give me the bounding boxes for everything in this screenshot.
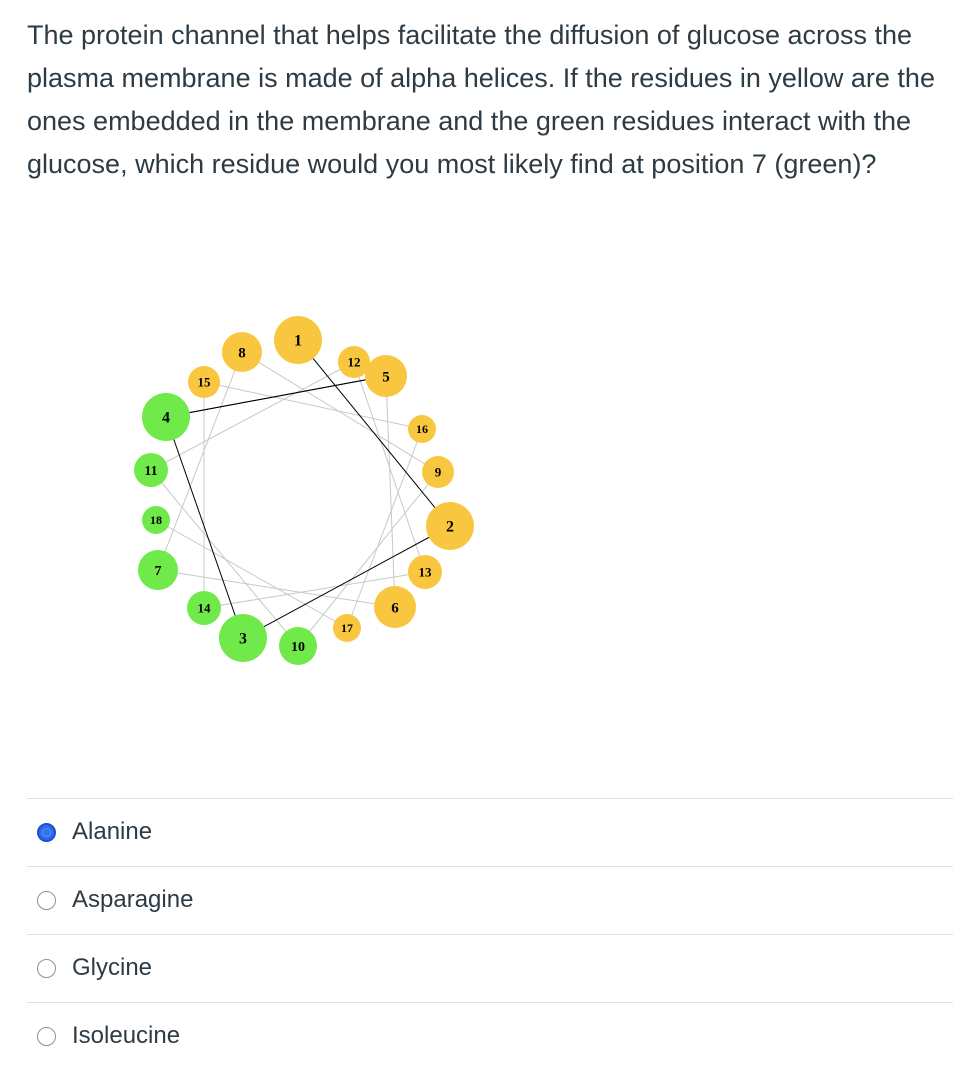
residue-number-label: 7 bbox=[154, 563, 162, 579]
residue-number-label: 15 bbox=[197, 374, 211, 390]
radio-button[interactable] bbox=[37, 891, 56, 910]
residue-number-label: 5 bbox=[382, 369, 390, 386]
residue-9 bbox=[422, 456, 454, 488]
helical-wheel-svg bbox=[120, 310, 490, 670]
residue-number-label: 14 bbox=[197, 600, 211, 616]
residue-11 bbox=[134, 453, 168, 487]
residue-8 bbox=[222, 332, 262, 372]
residue-16 bbox=[408, 415, 436, 443]
residue-15 bbox=[188, 366, 220, 398]
residue-number-label: 6 bbox=[391, 600, 399, 617]
answer-options bbox=[27, 798, 953, 1070]
residue-1 bbox=[274, 316, 322, 364]
residue-14 bbox=[187, 591, 221, 625]
residue-number-label: 13 bbox=[418, 564, 432, 580]
radio-button-selected[interactable] bbox=[37, 823, 56, 842]
answer-option-asparagine[interactable] bbox=[27, 866, 953, 934]
answer-option-alanine[interactable] bbox=[27, 798, 953, 866]
wheel-bond-line bbox=[386, 376, 395, 607]
residue-number-label: 4 bbox=[162, 409, 170, 427]
residue-12 bbox=[338, 346, 370, 378]
residue-2 bbox=[426, 502, 474, 550]
residue-number-label: 1 bbox=[294, 332, 302, 350]
answer-label: Isoleucine bbox=[72, 1022, 181, 1049]
answer-label: Asparagine bbox=[72, 886, 194, 913]
residue-number-label: 10 bbox=[291, 639, 305, 655]
residue-6 bbox=[374, 586, 416, 628]
residue-18 bbox=[142, 506, 170, 534]
radio-button[interactable] bbox=[37, 959, 56, 978]
answer-option-isoleucine[interactable] bbox=[27, 1002, 953, 1070]
residue-number-label: 11 bbox=[144, 463, 158, 479]
answer-option-glycine[interactable] bbox=[27, 934, 953, 1002]
residue-13 bbox=[408, 555, 442, 589]
answer-label: Glycine bbox=[72, 954, 153, 981]
residue-4 bbox=[142, 393, 190, 441]
question-text: The protein channel that helps facilitate the diffusion of glucose across the plasma membrane is made of alpha helices. If the residues in yellow are the ones embedded in the membrane and the green residues interact with the glucose, which residue would you most likely find at position 7 (green)? bbox=[27, 20, 935, 179]
residue-3 bbox=[219, 614, 267, 662]
residue-number-label: 16 bbox=[416, 422, 428, 437]
residue-number-label: 9 bbox=[434, 464, 442, 480]
answer-label: Alanine bbox=[72, 818, 153, 845]
residue-5 bbox=[365, 355, 407, 397]
residue-number-label: 3 bbox=[239, 630, 247, 648]
residue-17 bbox=[333, 614, 361, 642]
radio-button[interactable] bbox=[37, 1027, 56, 1046]
residue-number-label: 12 bbox=[347, 354, 361, 370]
helical-wheel-diagram bbox=[120, 310, 490, 670]
residue-10 bbox=[279, 627, 317, 665]
residue-number-label: 18 bbox=[150, 513, 162, 528]
residue-number-label: 8 bbox=[238, 345, 246, 362]
residue-number-label: 17 bbox=[341, 621, 353, 636]
residue-7 bbox=[138, 550, 178, 590]
residue-number-label: 2 bbox=[446, 518, 454, 536]
